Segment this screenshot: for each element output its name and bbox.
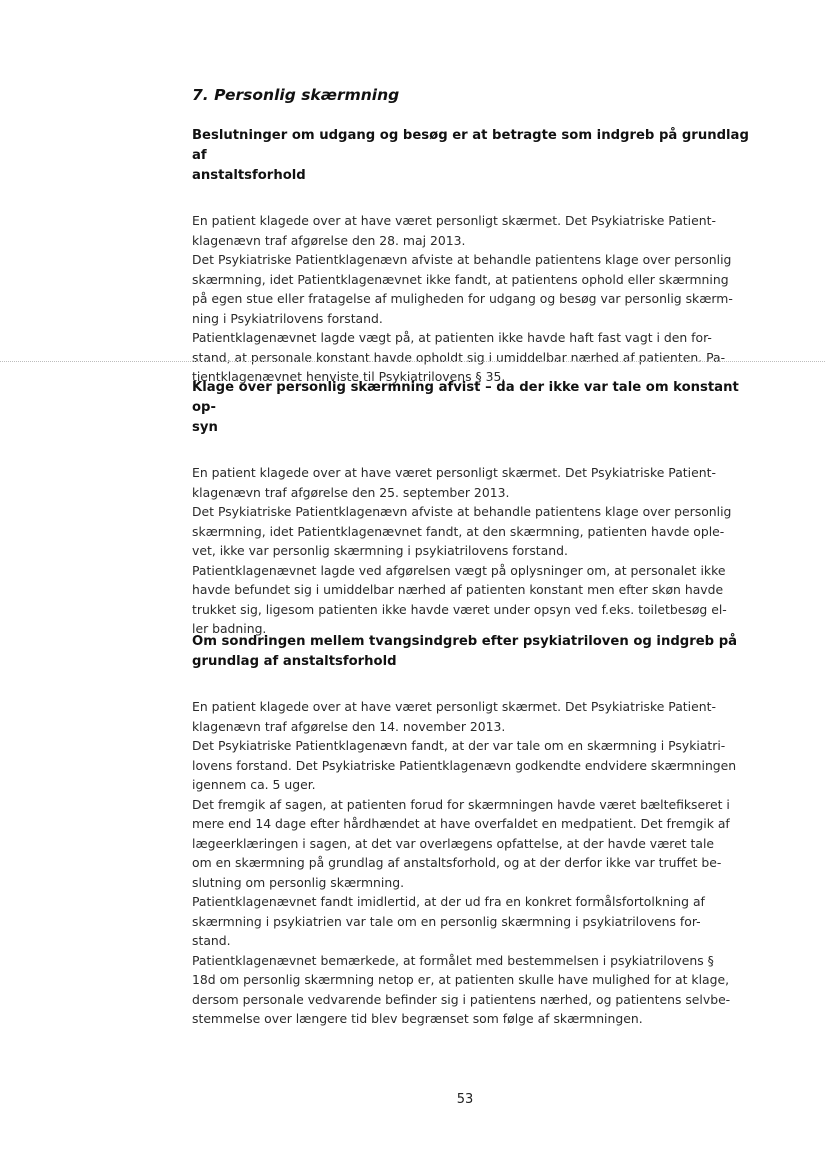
page-number: 53	[456, 1092, 474, 1107]
section-heading: Klage over personlig skærmning afvist – da der ikke var tale om konstant op- syn	[192, 380, 739, 435]
section-2	[192, 378, 752, 639]
section-body: En patient klagede over at have været personligt skærmet. Det Psykiatriske Patient- klagenævn traf afgørelse den 14. november 2013. Det Psykiatriske Patientklagenævn fandt, at der var tale om en skærmning i Psykiatri- lovens forstand. Det Psykiatriske Patientklagenævn godkendte endvidere skærmningen igennem ca. 5 uger. Det fremgik af sagen, at patienten forud for skærmningen havde været bæltefikseret i mere end 14 dage efter hårdhændet at have overfaldet en medpatient. Det fremgik af lægeerklæringen i sagen, at det var overlægens opfattelse, at der havde været tale om en skærmning på grundlag af anstaltsforhold, og at der derfor ikke var truffet be- slutning om personlig skærmning. Patientklagenævnet fandt imidlertid, at der ud fra en konkret formålsfortolkning af skærmning i psykiatrien var tale om en personlig skærmning i psykiatrilovens for- stand. Patientklagenævnet bemærkede, at formålet med bestemmelsen i psykiatrilovens § 18d om personlig skærmning netop er, at patienten skulle have mulighed for at klage, dersom personale vedvarende befinder sig i patientens nærhed, og patientens selvbe- stemmelse over længere tid blev begrænset som følge af skærmningen.	[192, 699, 737, 1026]
page-number-container	[0, 1092, 825, 1107]
section-body: En patient klagede over at have været personligt skærmet. Det Psykiatriske Patient- klagenævn traf afgørelse den 28. maj 2013. Det Psykiatriske Patientklagenævn afviste at behandle patientens klage over personlig skærmning, idet Patientklagenævnet ikke fandt, at patientens ophold eller skærmning på egen stue eller fratagelse af muligheden for udgang og besøg var personlig skærm- ning i Psykiatrilovens forstand. Patientklagenævnet lagde vægt på, at patienten ikke havde haft fast vagt i den for- stand, at personale konstant havde opholdt sig i umiddelbar nærhed af patienten. Pa- tientklagenævnet henviste til Psykiatrilovens § 35.	[192, 213, 733, 384]
section-heading: Om sondringen mellem tvangsindgreb efter psykiatriloven og indgreb på grundlag af anstaltsforhold	[192, 634, 738, 669]
section-heading: Beslutninger om udgang og besøg er at betragte som indgreb på grundlag af anstaltsforhold	[192, 128, 749, 183]
section-3	[192, 632, 752, 1029]
section-1	[192, 126, 752, 387]
section-body: En patient klagede over at have været personligt skærmet. Det Psykiatriske Patient- klagenævn traf afgørelse den 25. september 2013. Det Psykiatriske Patientklagenævn afviste at behandle patientens klage over personlig skærmning, idet Patientklagenævnet fandt, at den skærmning, patienten havde ople- vet, ikke var personlig skærmning i psykiatrilovens forstand. Patientklagenævnet lagde ved afgørelsen vægt på oplysninger om, at personalet ikke havde befundet sig i umiddelbar nærhed af patienten konstant men efter skøn havde trukket sig, ligesom patienten ikke havde været under opsyn ved f.eks. toiletbesøg el- ler badning.	[192, 465, 732, 636]
page-divider	[0, 361, 825, 362]
chapter-title: 7. Personlig skærmning	[192, 86, 400, 104]
